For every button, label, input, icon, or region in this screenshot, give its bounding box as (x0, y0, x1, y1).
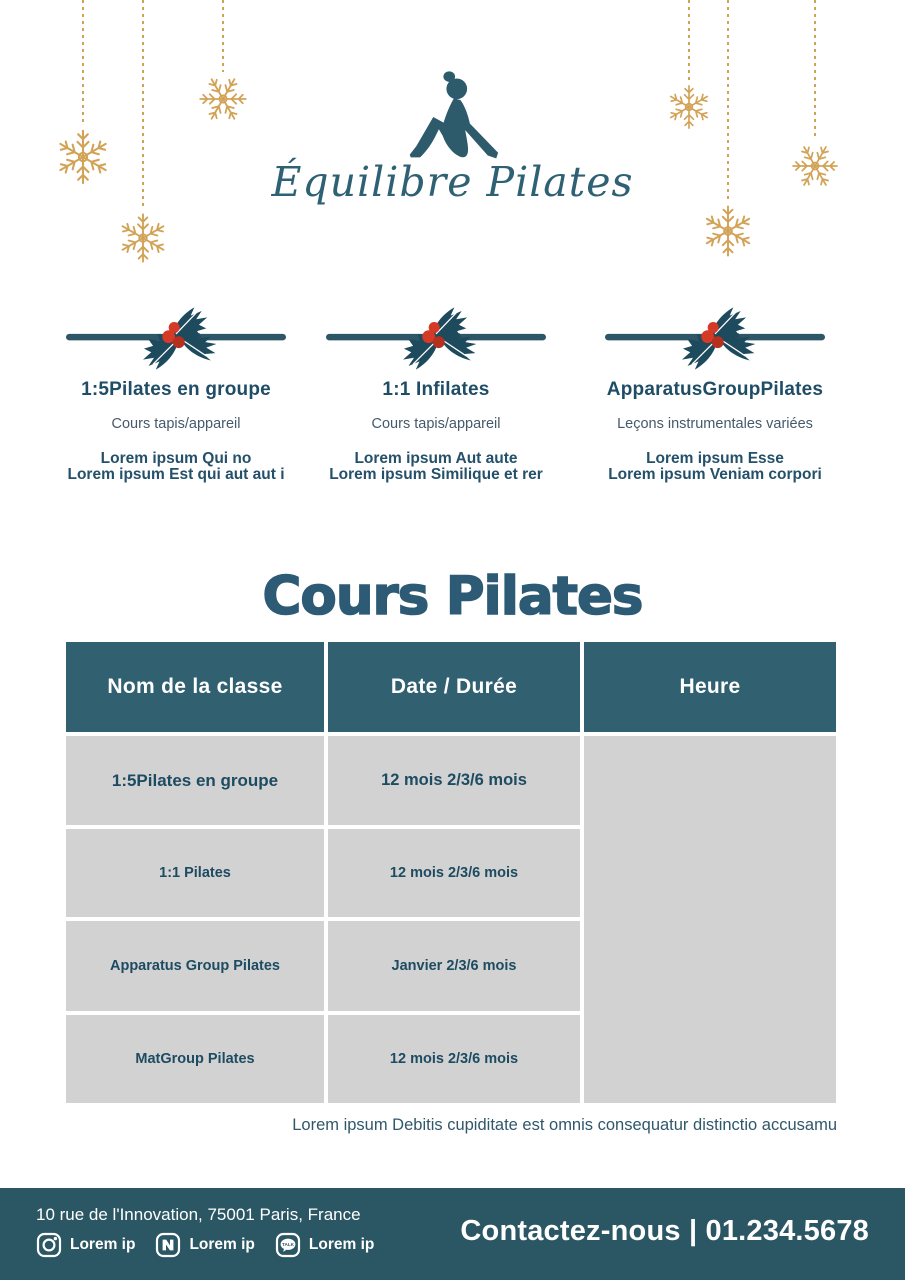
table-header-date-duration: Date / Durée (328, 642, 580, 732)
logo (0, 70, 905, 206)
table-header-class-name: Nom de la classe (66, 642, 324, 732)
contact-phone[interactable]: Contactez-nous | 01.234.5678 (460, 1214, 869, 1247)
table-header-heure: Heure (584, 642, 836, 732)
program-title: ApparatusGroupPilates (606, 379, 824, 400)
table-cell-duration: 12 mois 2/3/6 mois (328, 829, 580, 917)
program-description (608, 451, 822, 483)
program-line: Lorem ipsum Veniam corpori (608, 465, 822, 483)
program-column-2 (306, 300, 566, 483)
footer (0, 1188, 905, 1280)
table-cell-duration: 12 mois 2/3/6 mois (328, 1015, 580, 1103)
social-item-instagram[interactable] (36, 1232, 135, 1258)
program-column-3 (585, 300, 845, 483)
kakaotalk-icon (275, 1232, 301, 1258)
program-line: Lorem ipsum Aut aute (354, 450, 518, 467)
social-label: Lorem ip (70, 1235, 136, 1253)
social-label: Lorem ip (308, 1235, 375, 1253)
table-cell-class-name: Apparatus Group Pilates (66, 921, 324, 1011)
table-cell-duration: 12 mois 2/3/6 mois (328, 736, 580, 825)
brand-name: Équilibre Pilates (271, 158, 634, 206)
seated-woman-silhouette-icon (405, 70, 501, 164)
holly-sprig-icon (326, 300, 546, 377)
table-cell-class-name: 1:1 Pilates (66, 829, 324, 917)
program-title: 1:5Pilates en groupe (81, 379, 271, 400)
naver-icon (155, 1232, 181, 1258)
page-title: Cours Pilates (262, 566, 643, 627)
social-item-kakaotalk[interactable] (275, 1232, 374, 1258)
table-cell-class-name: MatGroup Pilates (66, 1015, 324, 1103)
gold-snowflake-icon (115, 210, 171, 266)
social-item-naver[interactable] (155, 1232, 254, 1258)
svg-text:TALK: TALK (281, 1241, 294, 1247)
address-text: 10 rue de l'Innovation, 75001 Paris, France (36, 1204, 361, 1224)
program-subtitle: Cours tapis/appareil (111, 416, 241, 432)
holly-sprig-icon (605, 300, 825, 377)
program-line: Lorem ipsum Esse (646, 450, 784, 467)
program-subtitle: Leçons instrumentales variées (617, 416, 813, 432)
gold-snowflake-icon (699, 202, 757, 260)
program-line: Lorem ipsum Similique et rer (329, 465, 543, 483)
schedule-note: Lorem ipsum Debitis cupiditate est omnis consequatur distinctio accusamu (292, 1116, 837, 1134)
holly-sprig-icon (66, 300, 286, 377)
instagram-icon (36, 1232, 62, 1258)
social-row (36, 1232, 374, 1258)
program-title: 1:1 Infilates (382, 379, 490, 400)
table-cell-duration: Janvier 2/3/6 mois (328, 921, 580, 1011)
schedule-table (66, 642, 836, 1103)
program-column-1 (46, 300, 306, 483)
table-cell-heure-merged (584, 736, 836, 1103)
program-subtitle: Cours tapis/appareil (371, 416, 501, 432)
program-line: Lorem ipsum Qui no (100, 450, 252, 467)
footer-left (36, 1205, 374, 1258)
table-cell-class-name: 1:5Pilates en groupe (66, 736, 324, 825)
program-description (329, 451, 543, 483)
ornament-string (222, 0, 224, 72)
program-line: Lorem ipsum Est qui aut aut i (67, 465, 285, 483)
social-label: Lorem ip (189, 1235, 255, 1253)
program-description (67, 451, 284, 483)
